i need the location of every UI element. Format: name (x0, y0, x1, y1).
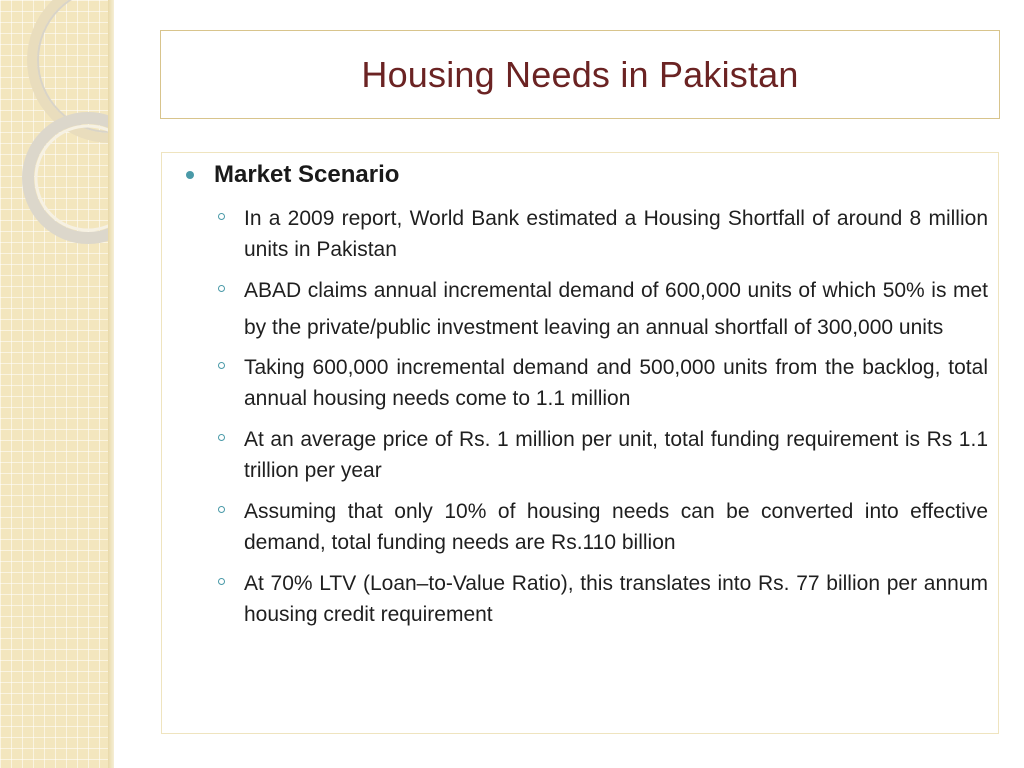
list-item (214, 272, 988, 346)
strip-edge (108, 0, 114, 768)
list-item-text: Assuming that only 10% of housing needs can be converted into effective demand, total funding needs are Rs.110 billion (244, 500, 988, 554)
decorative-side-strip (0, 0, 114, 768)
ring-bullet-icon (218, 213, 225, 220)
section-heading: Market Scenario (214, 161, 400, 188)
list-item (214, 424, 988, 486)
title-box (160, 30, 1000, 119)
list-item-text: In a 2009 report, World Bank estimated a Housing Shortfall of around 8 million units in Pakistan (244, 207, 988, 261)
ring-bullet-icon (218, 434, 225, 441)
list-item (214, 203, 988, 265)
bullet-dot-icon (186, 171, 194, 179)
slide-title: Housing Needs in Pakistan (361, 53, 799, 95)
decorative-rings-graphic (0, 0, 114, 768)
list-item-text: Taking 600,000 incremental demand and 500,000 units from the backlog, total annual housing needs come to 1.1 million (244, 356, 988, 410)
heading-row (186, 161, 399, 189)
list-item-text: At an average price of Rs. 1 million per unit, total funding requirement is Rs 1.1 trillion per year (244, 428, 988, 482)
list-item (214, 496, 988, 558)
content-box (161, 152, 999, 734)
list-item (214, 568, 988, 630)
list-item-text: ABAD claims annual incremental demand of 600,000 units of which 50% is met by the private/public investment leaving an annual shortfall of 300,000 units (244, 279, 988, 339)
ring-bullet-icon (218, 578, 225, 585)
ring-bullet-icon (218, 285, 225, 292)
bullet-list (214, 203, 988, 640)
ring-bullet-icon (218, 362, 225, 369)
list-item-text: At 70% LTV (Loan–to-Value Ratio), this translates into Rs. 77 billion per annum housing credit requirement (244, 572, 988, 626)
list-item (214, 352, 988, 414)
ring-bullet-icon (218, 506, 225, 513)
